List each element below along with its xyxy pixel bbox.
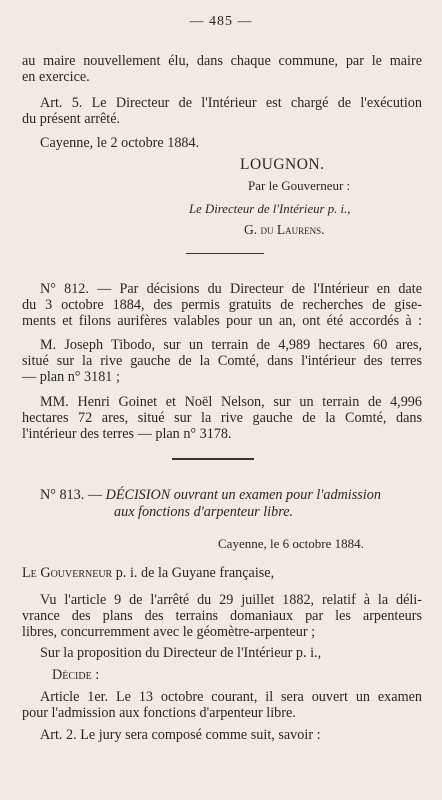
dateline: Cayenne, le 2 octobre 1884. <box>40 135 200 151</box>
dateline: Cayenne, le 6 octobre 1884. <box>218 536 364 551</box>
preamble-governor: Le Gouverneur <box>22 565 113 581</box>
text-line: du présent arrêté. <box>22 111 121 127</box>
text-line: M. Joseph Tibodo, sur un terrain de 4,989 hectares 60 ares, <box>40 337 422 353</box>
page-number: — 485 — <box>189 14 253 29</box>
signature-title: Le Directeur de l'Intérieur p. i., <box>189 202 351 216</box>
decision-812-heading: N° 812. — Par décisions du Directeur de l'Intérieur en date <box>40 281 422 297</box>
preamble-rest: p. i. de la Guyane française, <box>112 565 275 581</box>
decision-number: N° 813. — <box>40 487 106 503</box>
text-line: MM. Henri Goinet et Noël Nelson, sur un terrain de 4,996 <box>40 394 422 410</box>
text-line: pour l'admission aux fonctions d'arpenteur libre. <box>22 705 296 721</box>
text-line: Sur la proposition du Directeur de l'Intérieur p. i., <box>40 645 322 661</box>
signature-name-2: G. du Laurens. <box>244 222 325 237</box>
decide-heading: Décide : <box>52 667 100 683</box>
text-line: en exercice. <box>22 69 90 85</box>
text-line: ments et filons aurifères valables pour un an, ont été accordés à : <box>22 313 422 329</box>
preamble-line <box>22 564 422 582</box>
signature-attribution: Par le Gouverneur : <box>248 178 351 193</box>
text-line: vrance des plans des terrains domaniaux par les arpenteurs <box>22 608 422 624</box>
decision-813-heading <box>40 486 422 504</box>
section-divider <box>186 253 264 254</box>
text-line: hectares 72 ares, situé sur la rive gauche de la Comté, dans <box>22 410 422 426</box>
text-line: situé sur la rive gauche de la Comté, dans l'intérieur des terres <box>22 353 422 369</box>
decision-title-cont: aux fonctions d'arpenteur libre. <box>114 504 294 520</box>
text-line: Vu l'article 9 de l'arrêté du 29 juillet 1882, relatif à la déli- <box>40 592 422 608</box>
text-line: l'intérieur des terres — plan n° 3178. <box>22 426 232 442</box>
article-1-line: Article 1er. Le 13 octobre courant, il sera ouvert un examen <box>40 689 422 705</box>
section-divider <box>172 458 254 460</box>
article-5-line: Art. 5. Le Directeur de l'Intérieur est chargé de l'exécution <box>40 95 422 111</box>
article-2-line: Art. 2. Le jury sera composé comme suit, savoir : <box>40 727 321 743</box>
text-line: au maire nouvellement élu, dans chaque commune, par le maire <box>22 53 422 69</box>
text-line: — plan n° 3181 ; <box>22 369 120 385</box>
signature-name: LOUGNON. <box>240 156 325 173</box>
decision-title: DÉCISION ouvrant un examen pour l'admission <box>105 487 381 503</box>
text-line: libres, concurremment avec le géomètre-arpenteur ; <box>22 624 316 640</box>
text-line: du 3 octobre 1884, des permis gratuits de recherches de gise- <box>22 297 422 313</box>
